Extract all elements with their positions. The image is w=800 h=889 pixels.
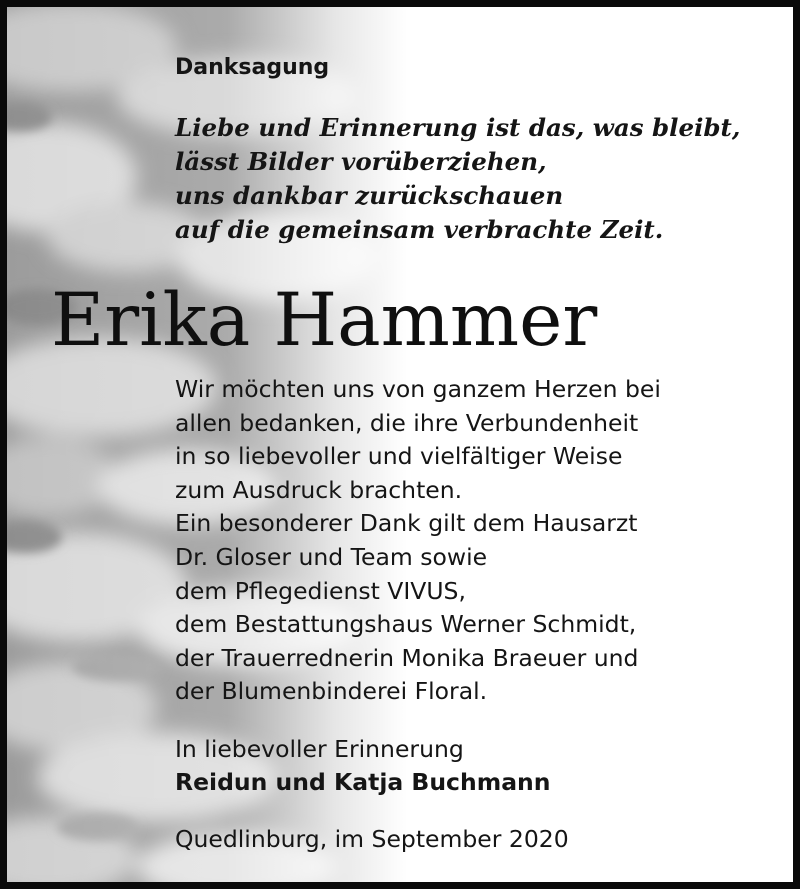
thank-you-message: [175, 373, 661, 709]
message-line: Wir möchten uns von ganzem Herzen bei: [175, 375, 661, 403]
poem-line: uns dankbar zurückschauen: [175, 181, 564, 210]
poem-line: auf die gemeinsam verbrachte Zeit.: [175, 215, 664, 244]
deceased-name: Erika Hammer: [51, 278, 598, 363]
message-line: dem Bestattungshaus Werner Schmidt,: [175, 610, 637, 639]
place-and-date: Quedlinburg, im September 2020: [175, 825, 569, 853]
message-line: Ein besonderer Dank gilt dem Hausarzt: [175, 509, 638, 538]
message-line: der Trauerrednerin Monika Braeuer und: [175, 643, 639, 672]
notice-heading: Danksagung: [175, 55, 330, 80]
message-line: der Blumenbinderei Floral.: [175, 677, 488, 706]
message-line: in so liebevoller und vielfältiger Weise: [175, 442, 623, 471]
notice-content: [7, 7, 793, 882]
closing-block: [175, 733, 551, 799]
signers: Reidun und Katja Buchmann: [175, 768, 551, 796]
poem-line: Liebe und Erinnerung ist das, was bleibt,: [175, 113, 741, 142]
message-line: zum Ausdruck brachten.: [175, 475, 463, 504]
poem-line: lässt Bilder vorüberziehen,: [175, 147, 547, 176]
closing-phrase: In liebevoller Erinnerung: [175, 735, 464, 763]
message-line: dem Pflegedienst VIVUS,: [175, 576, 466, 605]
message-line: allen bedanken, die ihre Verbundenheit: [175, 408, 639, 437]
memorial-poem: [175, 111, 740, 247]
message-line: Dr. Gloser und Team sowie: [175, 542, 488, 571]
